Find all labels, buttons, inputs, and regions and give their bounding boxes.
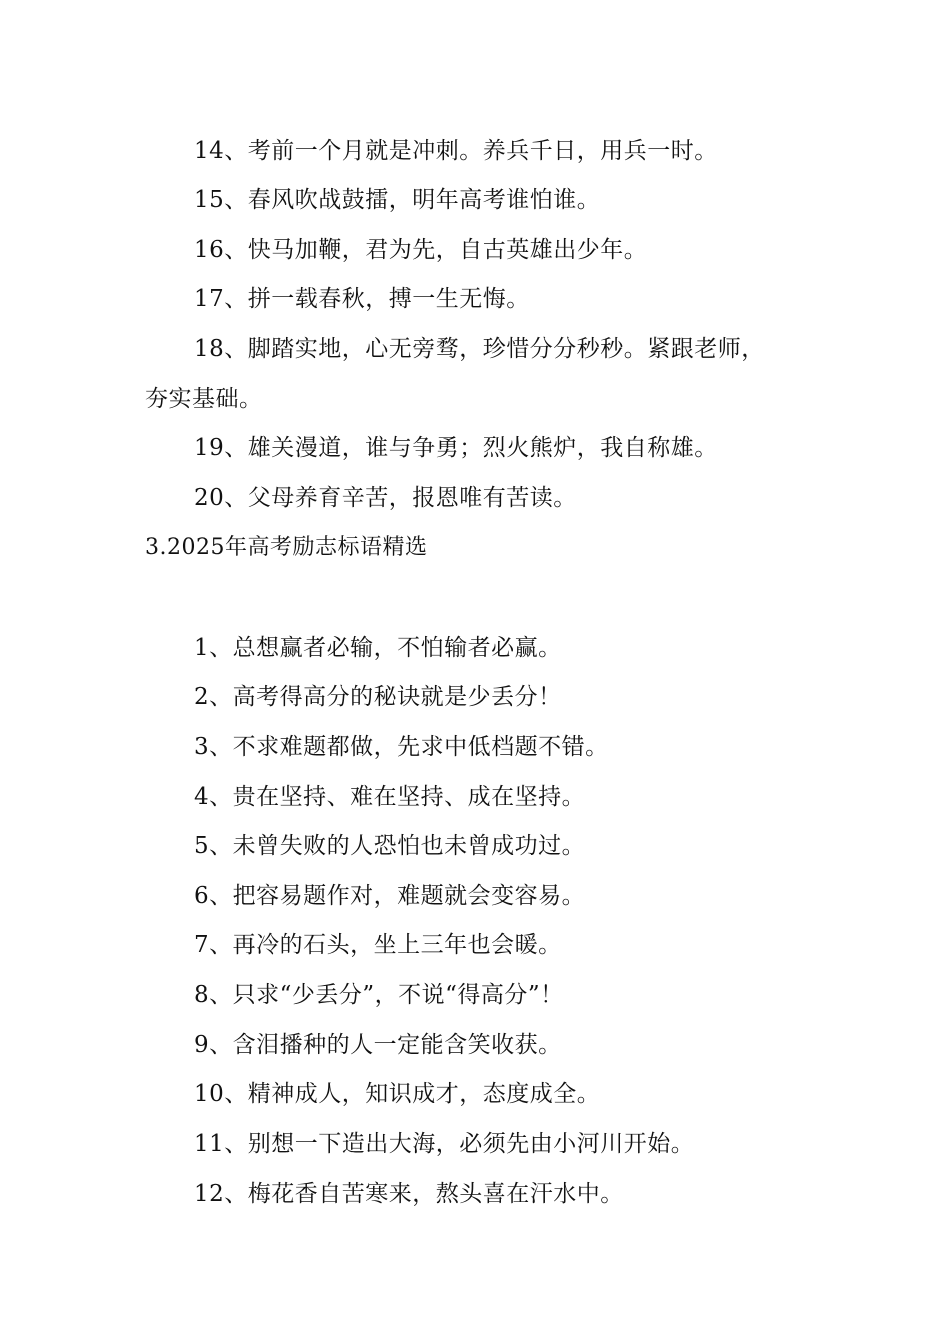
slogan-line-7: 7、再冷的石头，坐上三年也会暖。 xyxy=(194,932,562,958)
slogan-line-6: 6、把容易题作对，难题就会变容易。 xyxy=(194,883,586,909)
slogan-line-17: 17、拼一载春秋，搏一生无悔。 xyxy=(194,286,530,312)
slogan-line-12: 12、梅花香自苦寒来，熬头喜在汗水中。 xyxy=(194,1181,624,1207)
slogan-line-16: 16、快马加鞭，君为先，自古英雄出少年。 xyxy=(194,237,648,263)
slogan-line-14: 14、考前一个月就是冲刺。养兵千日，用兵一时。 xyxy=(194,138,718,164)
slogan-line-8: 8、只求“少丢分”，不说“得高分”！ xyxy=(194,982,564,1008)
slogan-line-18-continued: 夯实基础。 xyxy=(145,386,263,412)
slogan-line-3: 3、不求难题都做，先求中低档题不错。 xyxy=(194,734,609,760)
slogan-line-19: 19、雄关漫道，谁与争勇；烈火熊炉，我自称雄。 xyxy=(194,435,718,461)
slogan-line-11: 11、别想一下造出大海，必须先由小河川开始。 xyxy=(194,1131,695,1157)
slogan-line-5: 5、未曾失败的人恐怕也未曾成功过。 xyxy=(194,833,586,859)
slogan-line-2: 2、高考得高分的秘诀就是少丢分！ xyxy=(194,684,562,710)
slogan-line-4: 4、贵在坚持、难在坚持、成在坚持。 xyxy=(194,784,586,810)
slogan-line-1: 1、总想赢者必输，不怕输者必赢。 xyxy=(194,635,562,661)
section-heading: 3.2025年高考励志标语精选 xyxy=(145,535,428,560)
slogan-line-15: 15、春风吹战鼓擂，明年高考谁怕谁。 xyxy=(194,187,601,213)
slogan-line-20: 20、父母养育辛苦，报恩唯有苦读。 xyxy=(194,485,577,511)
slogan-line-18: 18、脚踏实地，心无旁骛，珍惜分分秒秒。紧跟老师， xyxy=(194,336,765,362)
slogan-line-10: 10、精神成人，知识成才，态度成全。 xyxy=(194,1081,601,1107)
slogan-line-9: 9、含泪播种的人一定能含笑收获。 xyxy=(194,1032,562,1058)
